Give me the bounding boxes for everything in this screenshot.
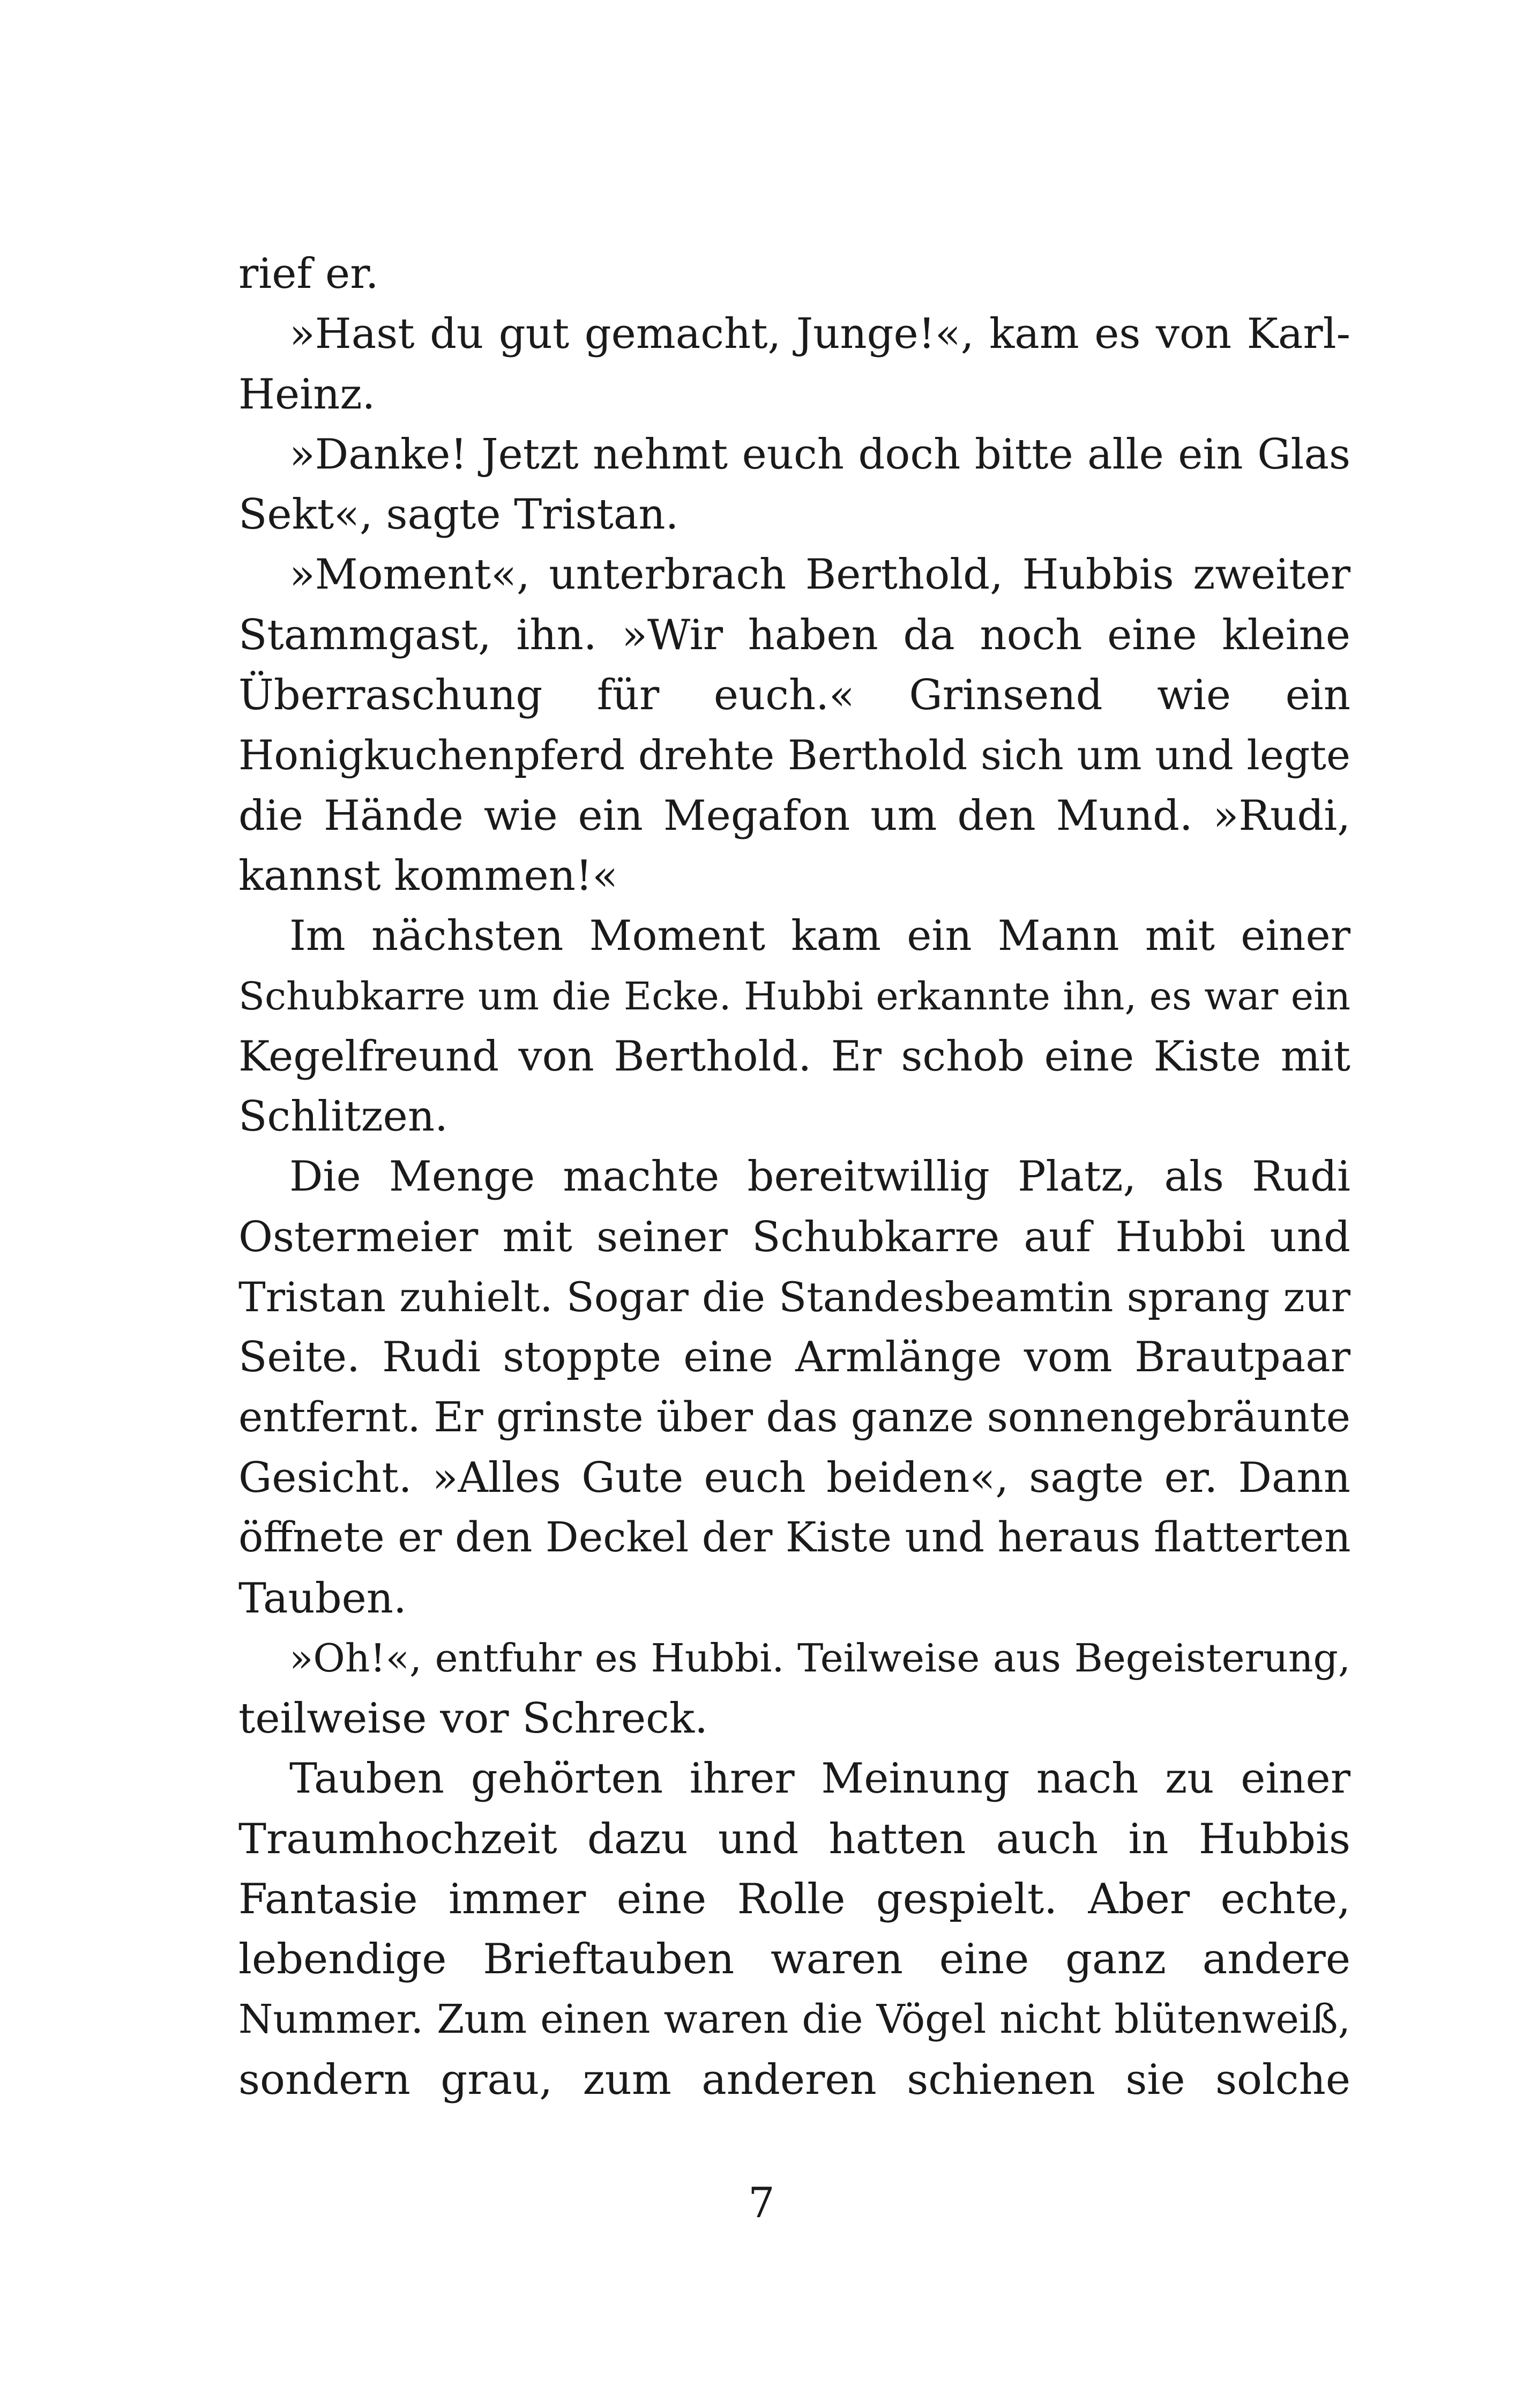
- page-number: 7: [748, 2179, 775, 2227]
- text-line: entfernt. Er grinste über das ganze sonnengebräunte: [238, 1393, 1350, 1441]
- text-line: »Oh!«, entfuhr es Hubbi. Teilweise aus Begeisterung,: [289, 1636, 1350, 1681]
- body-text: [238, 244, 1350, 2110]
- text-line: Seite. Rudi stoppte eine Armlänge vom Brautpaar: [238, 1333, 1350, 1382]
- text-line: lebendige Brieftauben waren eine ganz andere: [238, 1935, 1350, 1984]
- text-line: Sekt«, sagte Tristan.: [238, 490, 679, 539]
- text-line: Im nächsten Moment kam ein Mann mit einer: [289, 912, 1350, 961]
- text-line: Ostermeier mit seiner Schubkarre auf Hubbi und: [238, 1213, 1350, 1261]
- text-line: Tauben gehörten ihrer Meinung nach zu einer: [289, 1755, 1350, 1803]
- text-line: Heinz.: [238, 370, 376, 419]
- text-line: Gesicht. »Alles Gute euch beiden«, sagte er. Dann: [238, 1453, 1350, 1502]
- text-line: die Hände wie ein Megafon um den Mund. »Rudi,: [238, 791, 1350, 840]
- text-line: »Danke! Jetzt nehmt euch doch bitte alle ein Glas: [289, 430, 1350, 479]
- text-line: »Moment«, unterbrach Berthold, Hubbis zweiter: [289, 551, 1350, 599]
- text-line: Schubkarre um die Ecke. Hubbi erkannte ihn, es war ein: [238, 973, 1350, 1019]
- text-line: öffnete er den Deckel der Kiste und heraus flatterten: [238, 1514, 1351, 1562]
- text-line: Tauben.: [238, 1574, 407, 1623]
- text-line: Tristan zuhielt. Sogar die Standesbeamtin sprang zur: [238, 1273, 1350, 1321]
- text-line: Honigkuchenpferd drehte Berthold sich um und legte: [238, 731, 1350, 779]
- text-line: Kegelfreund von Berthold. Er schob eine Kiste mit: [238, 1032, 1350, 1081]
- text-line: Überraschung für euch.« Grinsend wie ein: [238, 671, 1350, 720]
- text-line: Nummer. Zum einen waren die Vögel nicht blütenweiß,: [238, 1996, 1350, 2042]
- text-line: Schlitzen.: [238, 1092, 448, 1141]
- text-line: Fantasie immer eine Rolle gespielt. Aber echte,: [238, 1875, 1350, 1924]
- text-line: Stammgast, ihn. »Wir haben da noch eine kleine: [238, 611, 1350, 659]
- text-line: rief er.: [238, 250, 379, 298]
- text-line: Die Menge machte bereitwillig Platz, als Rudi: [289, 1153, 1350, 1201]
- text-line: »Hast du gut gemacht, Junge!«, kam es von Karl-: [289, 310, 1350, 359]
- text-line: Traumhochzeit dazu und hatten auch in Hubbis: [238, 1815, 1350, 1863]
- text-line: kannst kommen!«: [238, 851, 618, 900]
- text-line: teilweise vor Schreck.: [238, 1694, 708, 1743]
- text-line: sondern grau, zum anderen schienen sie solche: [238, 2055, 1350, 2104]
